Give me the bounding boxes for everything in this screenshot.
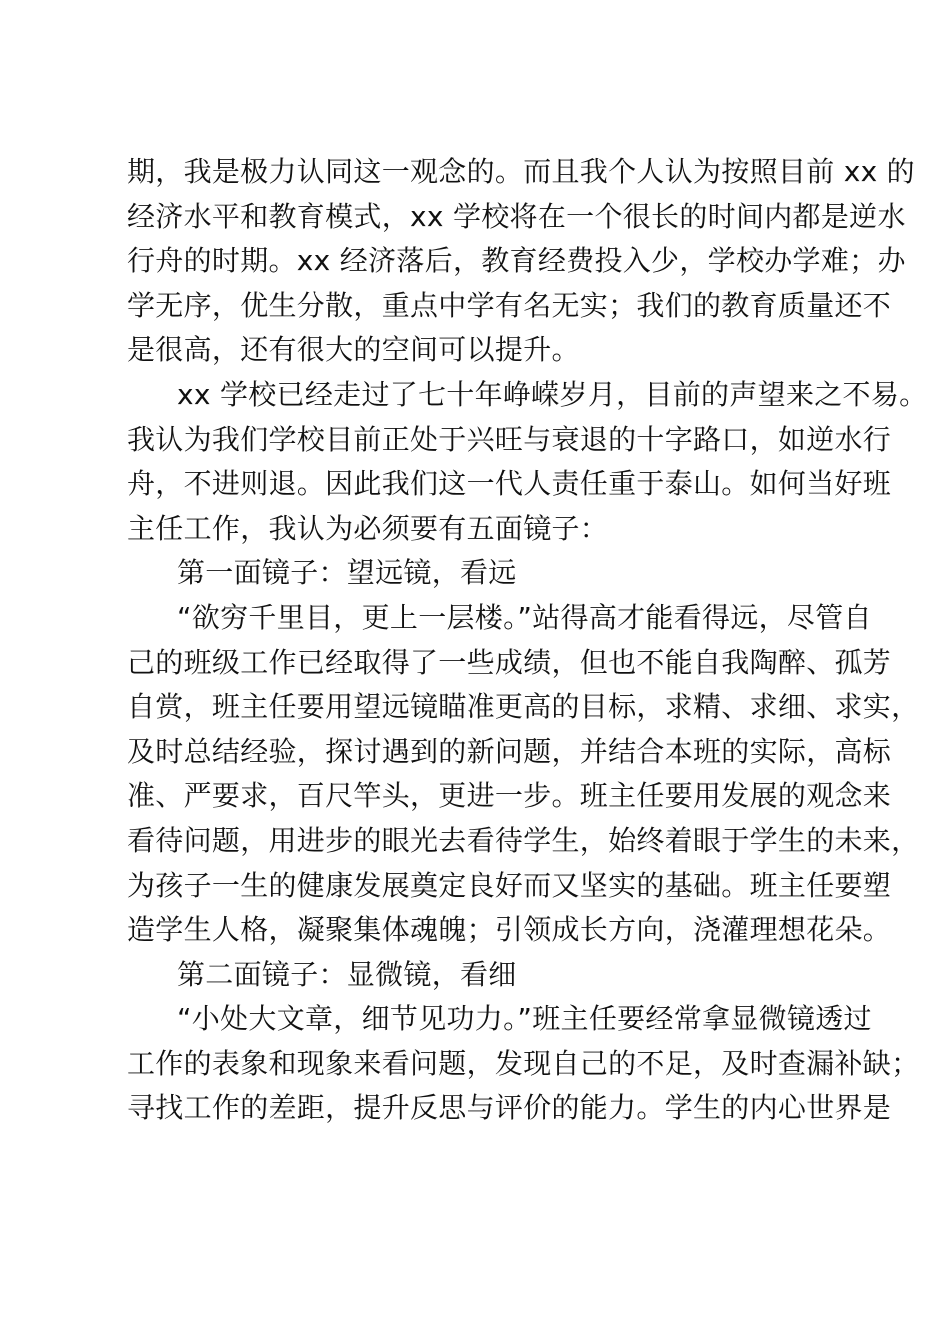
text-line: 学无序，优生分散，重点中学有名无实；我们的教育质量还不 (127, 288, 892, 322)
text-line: 准、严要求，百尺竿头，更进一步。班主任要用发展的观念来 (127, 779, 892, 813)
paragraph-microscope (127, 997, 920, 1131)
document-body (127, 150, 928, 1131)
text-line: 及时总结经验，探讨遇到的新问题，并结合本班的实际，高标 (127, 734, 892, 768)
text-line: 造学生人格，凝聚集体魂魄；引领成长方向，浇灌理想花朵。 (127, 913, 892, 947)
text-line: 经济水平和教育模式，xx 学校将在一个很长的时间内都是逆水 (127, 199, 906, 233)
text-line: 为孩子一生的健康发展奠定良好而又坚实的基础。班主任要塑 (127, 868, 892, 902)
text-line: 寻找工作的差距，提升反思与评价的能力。学生的内心世界是 (127, 1091, 892, 1125)
text-line: “小处大文章，细节见功力。”班主任要经常拿显微镜透过 (177, 1002, 872, 1036)
text-line: 期，我是极力认同这一观念的。而且我个人认为按照目前 xx 的 (127, 155, 915, 188)
text-line: 己的班级工作已经取得了一些成绩，但也不能自我陶醉、孤芳 (127, 645, 892, 679)
paragraph-telescope (127, 596, 920, 953)
text-line: 行舟的时期。xx 经济落后，教育经费投入少，学校办学难；办 (127, 244, 906, 278)
paragraph-2 (127, 373, 928, 551)
heading-line: 第一面镜子：望远镜，看远 (177, 556, 517, 590)
text-line: “欲穷千里目，更上一层楼。”站得高才能看得远，尽管自 (177, 600, 872, 634)
heading-line: 第二面镜子：显微镜，看细 (177, 957, 517, 991)
text-line: 工作的表象和现象来看问题，发现自己的不足，及时查漏补缺； (127, 1046, 920, 1080)
text-line: 舟，不进则退。因此我们这一代人责任重于泰山。如何当好班 (127, 467, 892, 501)
text-line: 是很高，还有很大的空间可以提升。 (127, 333, 580, 367)
paragraph-1 (127, 150, 915, 373)
text-line: xx 学校已经走过了七十年峥嵘岁月，目前的声望来之不易。 (177, 377, 928, 411)
text-line: 我认为我们学校目前正处于兴旺与衰退的十字路口，如逆水行 (127, 422, 892, 456)
section-heading-microscope (127, 953, 857, 998)
text-line: 主任工作，我认为必须要有五面镜子： (127, 511, 609, 545)
text-line: 看待问题，用进步的眼光去看待学生，始终着眼于学生的未来， (127, 823, 920, 857)
section-heading-telescope (127, 551, 857, 596)
text-line: 自赏，班主任要用望远镜瞄准更高的目标，求精、求细、求实， (127, 690, 920, 724)
